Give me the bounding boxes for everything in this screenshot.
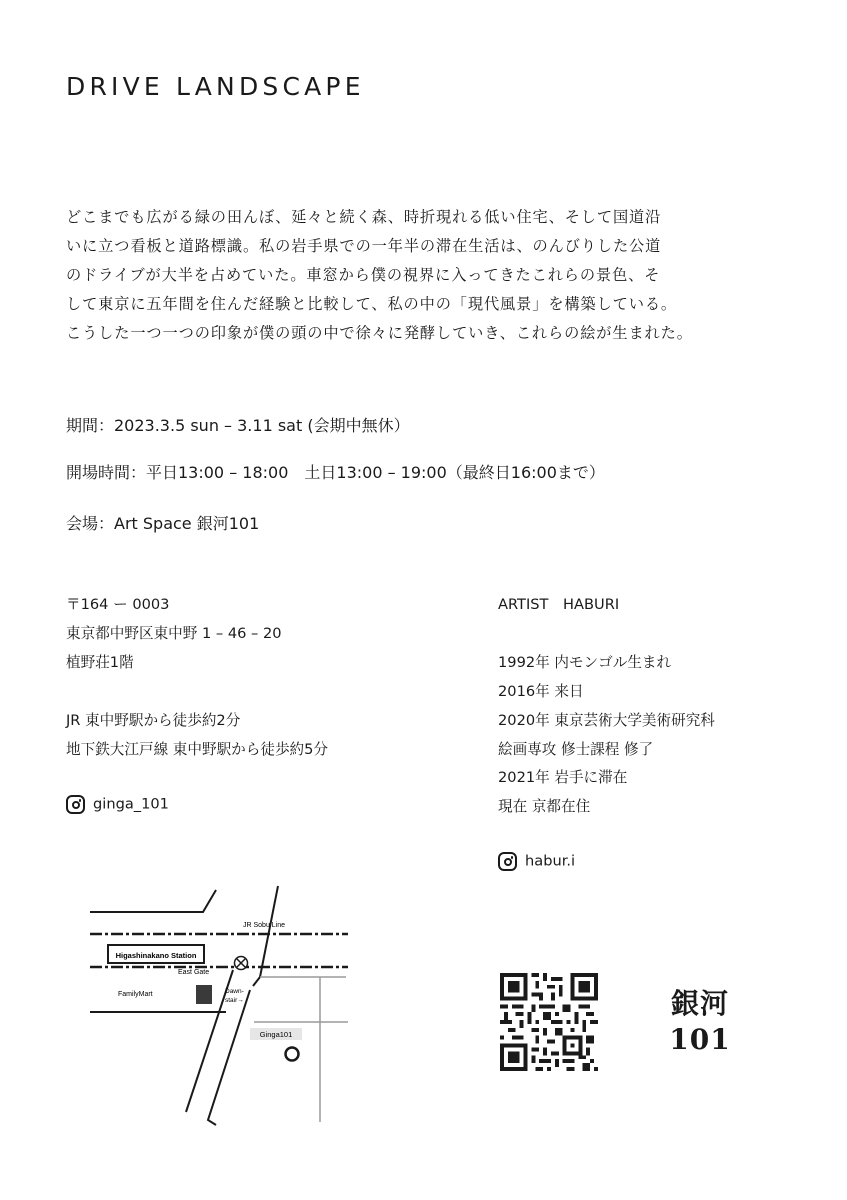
exhibition-period: 期間：2023.3.5 sun – 3.11 sat (会期中無休） — [66, 416, 410, 435]
map-familymart-label: FamilyMart — [118, 991, 153, 998]
instagram-icon — [66, 795, 85, 814]
map-station-label: Higashinakano Station — [115, 951, 197, 960]
access-subway: 地下鉄大江戸線 東中野駅から徒歩約5分 — [66, 741, 329, 758]
instagram-icon — [498, 852, 517, 871]
artist-heading: ARTIST HABURI — [498, 596, 620, 613]
exhibition-venue: 会場：Art Space 銀河101 — [66, 514, 260, 533]
map-road — [90, 890, 216, 912]
map-ginga-label: Ginga101 — [259, 1030, 293, 1039]
qr-code[interactable] — [500, 973, 598, 1071]
statement-line-1: どこまでも広がる緑の田んぼ、延々と続く森、時折現れる低い住宅、そして国道沿 — [66, 208, 662, 226]
artist-instagram[interactable] — [498, 852, 575, 871]
map-downstair-label-2: stair→ — [225, 997, 244, 1004]
statement-line-5: こうした一つ一つの印象が僕の頭の中で徐々に発酵していき、これらの絵が生まれた。 — [66, 324, 693, 342]
venue-instagram-handle: ginga_101 — [93, 795, 169, 813]
artist-bio-3: 2020年 東京芸術大学美術研究科 — [498, 712, 715, 729]
address-line-2: 植野荘1階 — [66, 654, 134, 671]
page-title: DRIVE LANDSCAPE — [66, 72, 365, 101]
access-jr: JR 東中野駅から徒歩約2分 — [66, 712, 241, 729]
map-eastgate-label: East Gate — [178, 969, 210, 976]
map-downstair-label-1: Dawn- — [225, 988, 244, 995]
map-road — [260, 886, 278, 977]
artist-instagram-handle: habur.i — [525, 852, 576, 870]
address-line-1: 東京都中野区東中野 1 – 46 – 20 — [66, 625, 282, 642]
artist-bio-1: 1992年 内モンゴル生まれ — [498, 654, 672, 671]
artist-bio-2: 2016年 来日 — [498, 683, 584, 700]
map-road — [253, 977, 260, 986]
access-map — [88, 882, 350, 1127]
map-familymart-block — [196, 985, 212, 1004]
artist-bio-6: 現在 京都在住 — [498, 798, 591, 815]
postal-code: 〒164 ー 0003 — [66, 596, 170, 613]
ginga-logo-line-2: 101 — [669, 1023, 731, 1056]
statement-line-3: のドライブが大半を占めていた。車窓から僕の視界に入ってきたこれらの景色、そ — [66, 266, 661, 284]
ginga-logo-line-1: 銀河 — [670, 987, 729, 1020]
artist-bio-4: 絵画専攻 修士課程 修了 — [498, 741, 654, 758]
map-railline-label: JR Sobu Line — [242, 922, 286, 929]
exhibition-hours: 開場時間：平日13:00 – 18:00 土日13:00 – 19:00（最終日16:00まで） — [66, 463, 605, 482]
artist-bio-5: 2021年 岩手に滞在 — [498, 769, 628, 786]
statement-line-4: して東京に五年間を住んだ経験と比較して、私の中の「現代風景」を構築している。 — [66, 295, 678, 313]
venue-instagram[interactable] — [66, 795, 169, 814]
map-ginga-marker-icon — [286, 1048, 299, 1061]
ginga-logo — [658, 986, 742, 1058]
statement-line-2: いに立つ看板と道路標識。私の岩手県での一年半の滞在生活は、のんびりした公道 — [66, 237, 662, 255]
map-road — [208, 990, 250, 1125]
